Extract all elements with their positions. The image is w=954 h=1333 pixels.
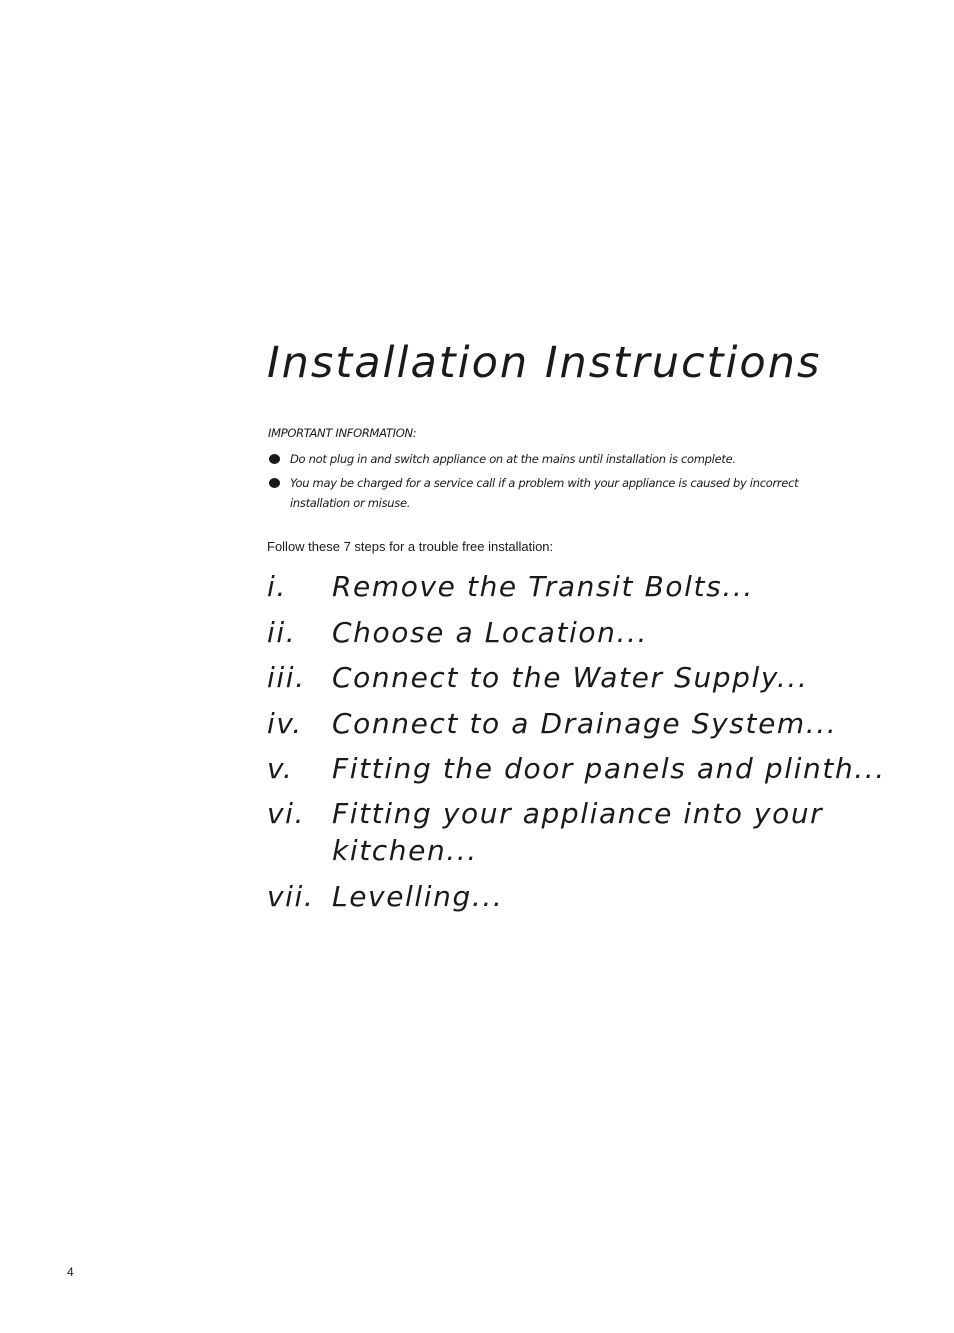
- step-text: Fitting your appliance into your kitchen...: [332, 797, 824, 867]
- step-number: iv.: [267, 707, 303, 740]
- step-number: v.: [267, 752, 294, 785]
- step-item: [267, 659, 892, 696]
- step-number: vii.: [267, 880, 315, 913]
- page-number: 4: [67, 1265, 74, 1279]
- step-item: [267, 705, 892, 742]
- step-item: [267, 568, 892, 605]
- step-item: [267, 750, 892, 787]
- bullet-icon: [269, 478, 280, 488]
- step-text: Remove the Transit Bolts...: [332, 570, 754, 603]
- step-number: iii.: [267, 661, 306, 694]
- important-information-heading: IMPORTANT INFORMATION:: [268, 426, 417, 440]
- step-number: vi.: [267, 797, 306, 830]
- steps-intro: Follow these 7 steps for a trouble free installation:: [267, 539, 554, 554]
- step-item: [267, 795, 892, 869]
- bullet-text: You may be charged for a service call if a problem with your appliance is caused by incorrect installation or misuse.: [290, 476, 799, 510]
- step-text: Levelling...: [332, 880, 504, 913]
- bullet-text: Do not plug in and switch appliance on at the mains until installation is complete.: [290, 452, 736, 466]
- step-text: Connect to the Water Supply...: [332, 661, 809, 694]
- step-item: [267, 878, 892, 915]
- step-text: Connect to a Drainage System...: [332, 707, 838, 740]
- important-bullet-2: [268, 473, 808, 513]
- important-bullet-1: [268, 449, 808, 469]
- bullet-icon: [269, 454, 280, 464]
- step-text: Fitting the door panels and plinth...: [332, 752, 886, 785]
- step-number: ii.: [267, 616, 297, 649]
- page-title: Installation Instructions: [267, 338, 822, 388]
- step-item: [267, 614, 892, 651]
- step-text: Choose a Location...: [332, 616, 648, 649]
- step-number: i.: [267, 570, 287, 603]
